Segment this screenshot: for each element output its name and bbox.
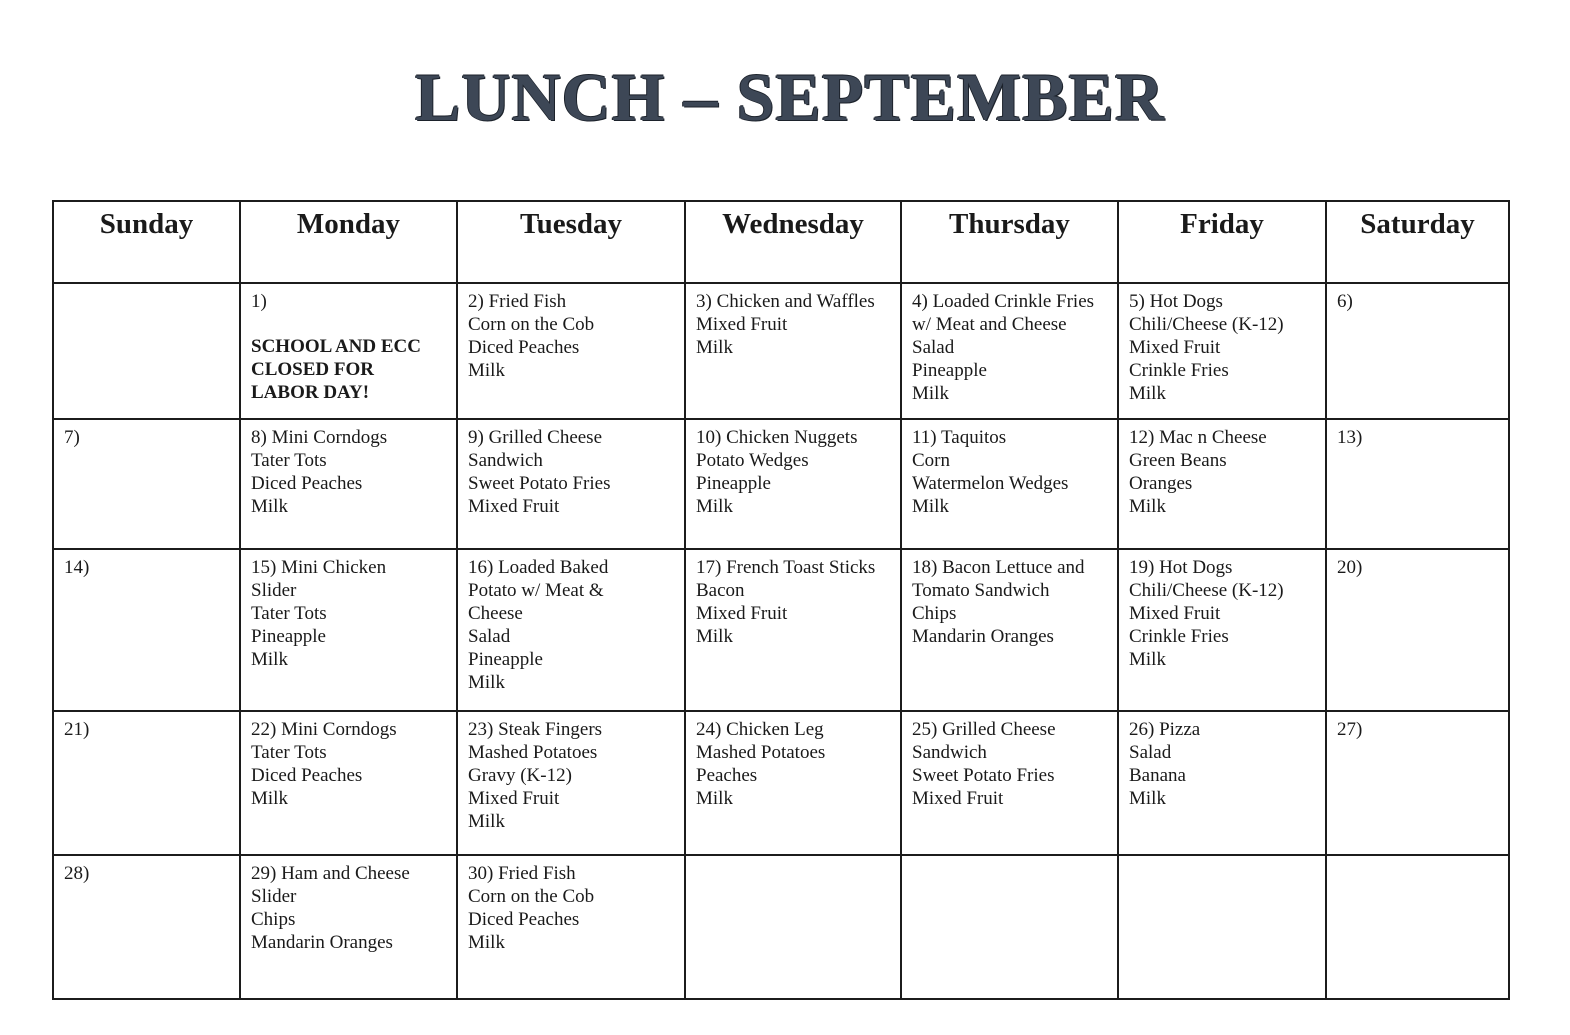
menu-item: Diced Peaches [251, 473, 363, 494]
day-cell-content [1327, 712, 1508, 745]
day-cell [457, 283, 685, 419]
menu-item: Corn on the Cob [468, 314, 595, 335]
menu-item: Milk [1129, 383, 1166, 404]
closure-notice-line: CLOSED FOR [251, 359, 374, 380]
menu-item: Chili/Cheese (K-12) [1129, 580, 1284, 601]
menu-item: Milk [251, 649, 288, 670]
day-cell [240, 855, 457, 999]
week-row [53, 419, 1509, 549]
day-cell [1326, 711, 1509, 855]
day-cell-content [54, 550, 239, 583]
menu-item: Gravy (K-12) [468, 765, 572, 786]
menu-item: Milk [912, 383, 949, 404]
menu-item: Pineapple [696, 473, 771, 494]
day-cell [457, 711, 685, 855]
menu-item: Potato w/ Meat & [468, 580, 604, 601]
menu-item: Corn on the Cob [468, 886, 595, 907]
day-cell-content [686, 856, 900, 866]
day-cell-content [1119, 420, 1325, 522]
menu-item: Cheese [468, 603, 523, 624]
menu-item: Mixed Fruit [696, 603, 788, 624]
menu-item: Milk [1129, 788, 1166, 809]
day-cell-content [458, 284, 684, 386]
menu-item: Milk [251, 496, 288, 517]
weekday-header-saturday: Saturday [1326, 201, 1509, 283]
menu-item: Pineapple [912, 360, 987, 381]
day-cell [685, 283, 901, 419]
menu-item: Tater Tots [251, 603, 327, 624]
menu-item: Milk [696, 788, 733, 809]
menu-item: Milk [912, 496, 949, 517]
menu-day-heading: 19) Hot Dogs [1129, 557, 1233, 578]
menu-item: Mixed Fruit [468, 496, 560, 517]
weekday-header-thursday: Thursday [901, 201, 1118, 283]
day-cell [901, 855, 1118, 999]
menu-item: Crinkle Fries [1129, 626, 1229, 647]
menu-day-heading: 23) Steak Fingers [468, 719, 603, 740]
menu-day-heading: 2) Fried Fish [468, 291, 567, 312]
day-cell-content [902, 284, 1117, 409]
menu-item: Milk [468, 360, 505, 381]
menu-item: Corn [912, 450, 950, 471]
menu-day-heading: 3) Chicken and Waffles [696, 291, 875, 312]
day-cell-content [241, 420, 456, 522]
menu-item: Chips [251, 909, 296, 930]
day-cell [1118, 855, 1326, 999]
menu-day-heading: 27) [1337, 719, 1363, 740]
menu-day-heading: 28) [64, 863, 90, 884]
menu-item: Potato Wedges [696, 450, 809, 471]
day-cell [1118, 711, 1326, 855]
menu-day-heading: 15) Mini Chicken [251, 557, 387, 578]
day-cell [240, 283, 457, 419]
day-cell [53, 419, 240, 549]
day-cell [1326, 419, 1509, 549]
day-cell-content [902, 550, 1117, 652]
menu-item: Milk [696, 626, 733, 647]
day-cell-content [902, 856, 1117, 866]
menu-item: Salad [1129, 742, 1172, 763]
day-cell-content [458, 856, 684, 958]
menu-item: Mixed Fruit [468, 788, 560, 809]
menu-item: w/ Meat and Cheese [912, 314, 1067, 335]
week-row [53, 855, 1509, 999]
day-cell-content [1119, 550, 1325, 675]
menu-item: Banana [1129, 765, 1186, 786]
menu-item: Chili/Cheese (K-12) [1129, 314, 1284, 335]
closure-notice-line: SCHOOL AND ECC [251, 336, 421, 357]
weekday-header-sunday: Sunday [53, 201, 240, 283]
menu-item: Crinkle Fries [1129, 360, 1229, 381]
day-cell-content [54, 856, 239, 889]
menu-day-heading: 7) [64, 427, 80, 448]
day-cell-content [1119, 284, 1325, 409]
menu-item: Chips [912, 603, 957, 624]
day-cell [1326, 855, 1509, 999]
menu-day-heading: 17) French Toast Sticks [696, 557, 876, 578]
menu-item: Mandarin Oranges [912, 626, 1054, 647]
menu-item: Sweet Potato Fries [912, 765, 1055, 786]
menu-item: Diced Peaches [251, 765, 363, 786]
day-cell [901, 419, 1118, 549]
week-row [53, 549, 1509, 711]
menu-item: Milk [1129, 496, 1166, 517]
menu-item: Milk [696, 337, 733, 358]
day-cell [53, 855, 240, 999]
day-cell [1118, 283, 1326, 419]
menu-day-heading: 14) [64, 557, 90, 578]
menu-item: Peaches [696, 765, 758, 786]
day-cell [901, 549, 1118, 711]
menu-day-heading: 5) Hot Dogs [1129, 291, 1223, 312]
day-cell-content [1327, 420, 1508, 453]
menu-item: Milk [1129, 649, 1166, 670]
day-cell [901, 711, 1118, 855]
day-cell [1326, 283, 1509, 419]
day-cell [457, 419, 685, 549]
menu-item: Milk [468, 932, 505, 953]
menu-item: Diced Peaches [468, 337, 580, 358]
menu-day-heading: 9) Grilled Cheese [468, 427, 603, 448]
day-cell-content [241, 856, 456, 958]
week-row [53, 711, 1509, 855]
menu-item: Sandwich [468, 450, 543, 471]
menu-item: Milk [468, 672, 505, 693]
day-cell [685, 855, 901, 999]
menu-item: Watermelon Wedges [912, 473, 1069, 494]
day-cell-content [1327, 284, 1508, 317]
day-cell-content [241, 284, 456, 408]
menu-day-heading: 30) Fried Fish [468, 863, 576, 884]
day-cell-content [686, 420, 900, 522]
menu-item: Mixed Fruit [696, 314, 788, 335]
day-cell [240, 549, 457, 711]
menu-day-heading: 11) Taquitos [912, 427, 1007, 448]
menu-day-heading: 13) [1337, 427, 1363, 448]
day-cell-content [241, 712, 456, 814]
menu-item: Sandwich [912, 742, 987, 763]
day-cell-content [902, 420, 1117, 522]
menu-item: Milk [468, 811, 505, 832]
day-cell [240, 419, 457, 549]
menu-item: Pineapple [251, 626, 326, 647]
menu-item: Mashed Potatoes [468, 742, 598, 763]
calendar-body [53, 283, 1509, 999]
day-cell [53, 711, 240, 855]
menu-day-heading: 6) [1337, 291, 1353, 312]
menu-day-heading: 20) [1337, 557, 1363, 578]
menu-day-heading: 22) Mini Corndogs [251, 719, 397, 740]
menu-item: Green Beans [1129, 450, 1227, 471]
day-cell [1326, 549, 1509, 711]
menu-day-heading: 1) [251, 291, 267, 312]
menu-item: Pineapple [468, 649, 543, 670]
day-cell-content [458, 420, 684, 522]
menu-item: Tomato Sandwich [912, 580, 1050, 601]
day-cell [685, 419, 901, 549]
menu-item: Milk [696, 496, 733, 517]
menu-item: Sweet Potato Fries [468, 473, 611, 494]
menu-item: Milk [251, 788, 288, 809]
menu-item: Slider [251, 886, 297, 907]
day-cell [457, 549, 685, 711]
closure-notice-line: LABOR DAY! [251, 382, 370, 403]
menu-item: Mixed Fruit [1129, 337, 1221, 358]
menu-item: Mixed Fruit [1129, 603, 1221, 624]
day-cell-content [54, 284, 239, 294]
lunch-calendar [52, 200, 1510, 1000]
menu-day-heading: 26) Pizza [1129, 719, 1201, 740]
menu-item: Salad [912, 337, 955, 358]
day-cell [1118, 419, 1326, 549]
menu-item: Mandarin Oranges [251, 932, 393, 953]
day-cell-content [686, 284, 900, 363]
menu-item: Tater Tots [251, 742, 327, 763]
day-cell-content [241, 550, 456, 675]
day-cell [53, 283, 240, 419]
menu-day-heading: 10) Chicken Nuggets [696, 427, 858, 448]
closure-notice [251, 335, 448, 404]
page-title: LUNCH – SEPTEMBER [415, 59, 1165, 135]
menu-day-heading: 24) Chicken Leg [696, 719, 824, 740]
day-cell [685, 549, 901, 711]
menu-day-heading: 4) Loaded Crinkle Fries [912, 291, 1095, 312]
day-cell-content [686, 712, 900, 814]
day-cell-content [1119, 856, 1325, 866]
menu-day-heading: 21) [64, 719, 90, 740]
week-row [53, 283, 1509, 419]
menu-day-heading: 12) Mac n Cheese [1129, 427, 1267, 448]
day-cell-content [1327, 856, 1508, 866]
day-cell-content [54, 420, 239, 453]
day-cell-content [902, 712, 1117, 814]
menu-item: Diced Peaches [468, 909, 580, 930]
weekday-header-row [53, 201, 1509, 283]
menu-day-heading: 18) Bacon Lettuce and [912, 557, 1085, 578]
day-cell-content [458, 712, 684, 837]
menu-item: Salad [468, 626, 511, 647]
day-cell-content [54, 712, 239, 745]
weekday-header-wednesday: Wednesday [685, 201, 901, 283]
day-cell [1118, 549, 1326, 711]
day-cell [53, 549, 240, 711]
day-cell-content [1119, 712, 1325, 814]
menu-day-heading: 25) Grilled Cheese [912, 719, 1056, 740]
menu-item: Tater Tots [251, 450, 327, 471]
day-cell-content [458, 550, 684, 698]
day-cell [240, 711, 457, 855]
menu-item: Mixed Fruit [912, 788, 1004, 809]
menu-day-heading: 8) Mini Corndogs [251, 427, 388, 448]
day-cell [457, 855, 685, 999]
day-cell [685, 711, 901, 855]
menu-day-heading: 16) Loaded Baked [468, 557, 609, 578]
weekday-header-tuesday: Tuesday [457, 201, 685, 283]
menu-item: Bacon [696, 580, 745, 601]
weekday-header-monday: Monday [240, 201, 457, 283]
menu-item: Mashed Potatoes [696, 742, 826, 763]
menu-day-heading: 29) Ham and Cheese [251, 863, 410, 884]
menu-item: Slider [251, 580, 297, 601]
weekday-header-friday: Friday [1118, 201, 1326, 283]
day-cell-content [686, 550, 900, 652]
day-cell [901, 283, 1118, 419]
menu-item: Oranges [1129, 473, 1193, 494]
day-cell-content [1327, 550, 1508, 583]
